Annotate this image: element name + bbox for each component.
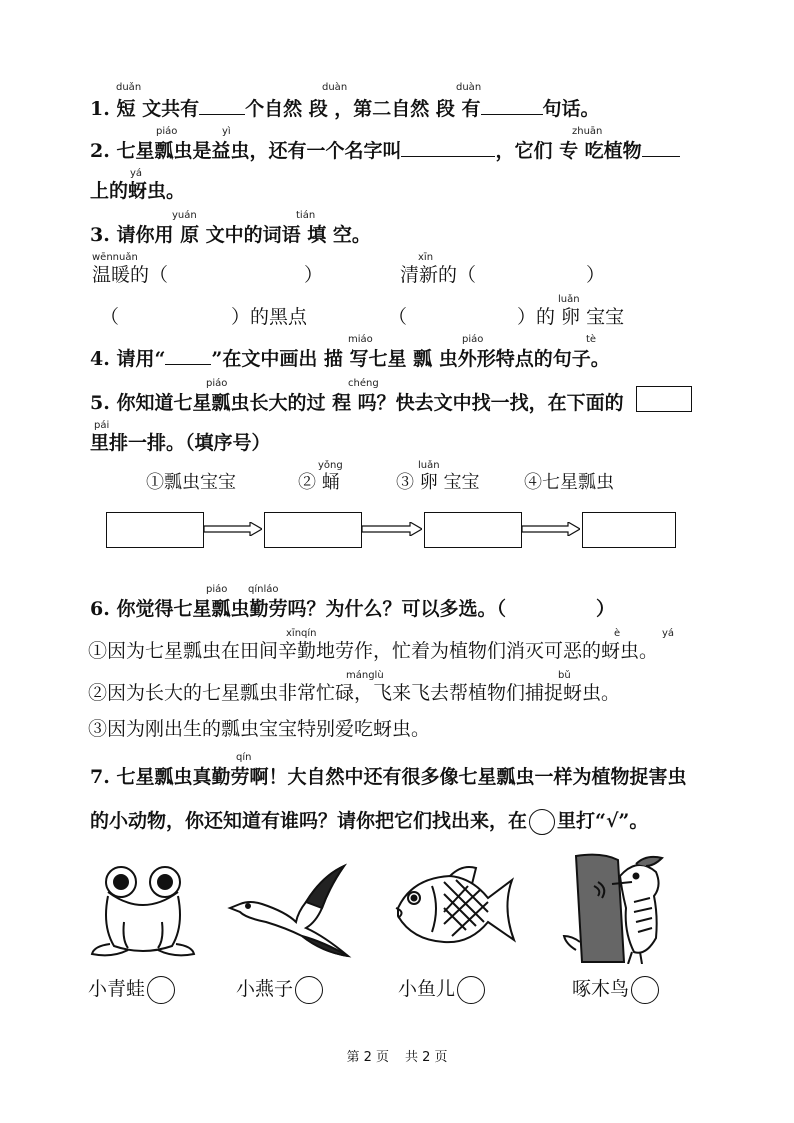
q6-option-2[interactable]: ②因为长大的七星瓢虫非常忙碌，飞来飞去帮植物们捕捉蚜虫。 (88, 682, 621, 704)
arrow-right-icon (204, 522, 262, 536)
q3-title: 3. 请你用 原 文中的词语 填 空。 (90, 224, 371, 246)
stage-pupa: ② 蛹 (298, 472, 340, 493)
pinyin-te: tè (586, 334, 597, 345)
q3-item-d-start: （ (388, 306, 408, 328)
q6-title: 6. 你觉得七星瓢虫勤劳吗？为什么？可以多选。（ (90, 598, 506, 620)
swallow-icon (226, 862, 356, 958)
page-total: 共 2 页 (405, 1050, 448, 1065)
pinyin-xin: xīn (418, 252, 434, 263)
pinyin-piao-q6: piáo (206, 584, 228, 595)
q2-text-1: 2. 七星瓢虫是益虫，还有一个名字叫 (90, 140, 402, 162)
pinyin-cheng: chéng (348, 378, 379, 389)
page-footer (0, 1046, 794, 1065)
check-circle-fish[interactable] (457, 976, 485, 1004)
stage-egg: ③ 卵 宝宝 (396, 472, 480, 493)
pinyin-duan-3: duàn (456, 82, 482, 93)
q5-answer-box-sample (636, 386, 692, 412)
question-4 (90, 346, 610, 372)
q3-row-2b (388, 304, 624, 330)
fish-icon (392, 862, 522, 958)
label-swallow: 小燕子 (236, 974, 323, 1004)
frog-icon (88, 862, 198, 958)
pinyin-ya-q6: yá (662, 628, 675, 639)
sequence-box-3[interactable] (424, 512, 522, 548)
label-frog: 小青蛙 (88, 974, 175, 1004)
q5-text-1: 5. 你知道七星瓢虫长大的过 程 吗？快去文中找一找，在下面的 (90, 392, 624, 414)
q6-option-3[interactable]: ③因为刚出生的瓢虫宝宝特别爱吃蚜虫。 (88, 718, 431, 740)
sequence-box-2[interactable] (264, 512, 362, 548)
q7-circle-sample (529, 809, 555, 835)
question-6 (90, 596, 615, 622)
q1-blank-sentences[interactable] (481, 96, 543, 115)
check-circle-swallow[interactable] (295, 976, 323, 1004)
q6-title-end: ） (595, 598, 615, 620)
page-number: 第 2 页 (346, 1050, 389, 1065)
pinyin-piao-q5: piáo (206, 378, 228, 389)
q3-row-2 (100, 304, 307, 330)
pinyin-ya-q2: yá (130, 168, 143, 179)
sequence-box-4[interactable] (582, 512, 676, 548)
q7-line-1: 7. 七星瓢虫真勤劳啊！大自然中还有很多像七星瓢虫一样为植物捉害虫 (90, 766, 687, 788)
q6-option-1[interactable]: ①因为七星瓢虫在田间辛勤地劳作，忙着为植物们消灭可恶的蚜虫。 (88, 640, 659, 662)
pinyin-miao: miáo (348, 334, 373, 345)
pinyin-piao-q4: piáo (462, 334, 484, 345)
label-fish: 小鱼儿 (398, 974, 485, 1004)
q7-line-2a: 的小动物，你还知道有谁吗？请你把它们找出来，在 (90, 810, 528, 832)
q2-text-2: ，它们 专 吃植物 (495, 140, 642, 162)
stage-ladybug-baby: ①瓢虫宝宝 (146, 472, 236, 493)
label-woodpecker: 啄木鸟 (572, 974, 659, 1004)
sequence-box-1[interactable] (106, 512, 204, 548)
pinyin-wennuan: wēnnuǎn (92, 252, 138, 263)
q2-text-3: 上的蚜虫。 (90, 180, 186, 202)
pinyin-zhuan: zhuān (572, 126, 603, 137)
pinyin-manglu: mánglù (346, 670, 384, 681)
q1-text-1: 1. 短 文共有 (90, 98, 200, 120)
q3-row-1 (92, 262, 323, 288)
pinyin-xinqin: xīnqín (286, 628, 317, 639)
q7-line-2b: 里打“√”。 (557, 810, 649, 832)
q1-blank-paragraphs[interactable] (199, 96, 245, 115)
q3-item-b: 清新的（ (400, 264, 477, 286)
q2-blank-name[interactable] (401, 138, 495, 157)
question-1 (90, 96, 600, 122)
arrow-right-icon (362, 522, 422, 536)
question-7-line-1 (90, 764, 686, 790)
q4-text-2: ”在文中画出 描 写七星 瓢 虫外形特点的句子。 (211, 348, 610, 370)
pinyin-pai: pái (94, 420, 110, 431)
check-circle-woodpecker[interactable] (631, 976, 659, 1004)
question-7-line-2 (90, 808, 648, 835)
q3-row-1b (400, 262, 605, 288)
q5-text-2: 里排一排。（填序号） (90, 432, 271, 454)
pinyin-duan-2: duàn (322, 82, 348, 93)
q2-blank-plant[interactable] (642, 138, 680, 157)
pinyin-qinlao: qínláo (248, 584, 279, 595)
question-2 (90, 138, 680, 164)
q3-item-a: 温暖的（ (92, 264, 169, 286)
q1-text-2: 个自然 段 ，第二自然 段 有 (245, 98, 481, 120)
q3-item-c-start: （ (100, 306, 120, 328)
pinyin-luan-q3: luǎn (558, 294, 580, 305)
question-5 (90, 390, 624, 416)
check-circle-frog[interactable] (147, 976, 175, 1004)
pinyin-qin: qín (236, 752, 252, 763)
q3-item-a-end: ） (304, 264, 324, 286)
pinyin-piao-q2: piáo (156, 126, 178, 137)
q4-text-1: 4. 请用“ (90, 348, 166, 370)
question-5-cont (90, 430, 271, 456)
q3-item-c: ）的黑点 (231, 306, 308, 328)
pinyin-luan-q5: luǎn (418, 460, 440, 471)
question-2-cont (90, 178, 185, 204)
arrow-right-icon (522, 522, 580, 536)
q3-item-d: ）的 卵 宝宝 (517, 306, 625, 328)
question-3-title (90, 222, 371, 248)
pinyin-tian: tián (296, 210, 316, 221)
pinyin-e: è (614, 628, 621, 639)
woodpecker-icon (562, 852, 672, 964)
pinyin-bu: bǔ (558, 670, 571, 681)
stage-seven-spot-ladybug: ④七星瓢虫 (524, 472, 614, 493)
q4-wavy-line-sample (165, 346, 211, 365)
pinyin-yi-q2: yì (222, 126, 231, 137)
pinyin-duan-1: duǎn (116, 82, 142, 93)
q1-text-3: 句话。 (542, 98, 600, 120)
q3-item-b-end: ） (586, 264, 606, 286)
pinyin-yong: yǒng (318, 460, 343, 471)
pinyin-yuan: yuán (172, 210, 197, 221)
